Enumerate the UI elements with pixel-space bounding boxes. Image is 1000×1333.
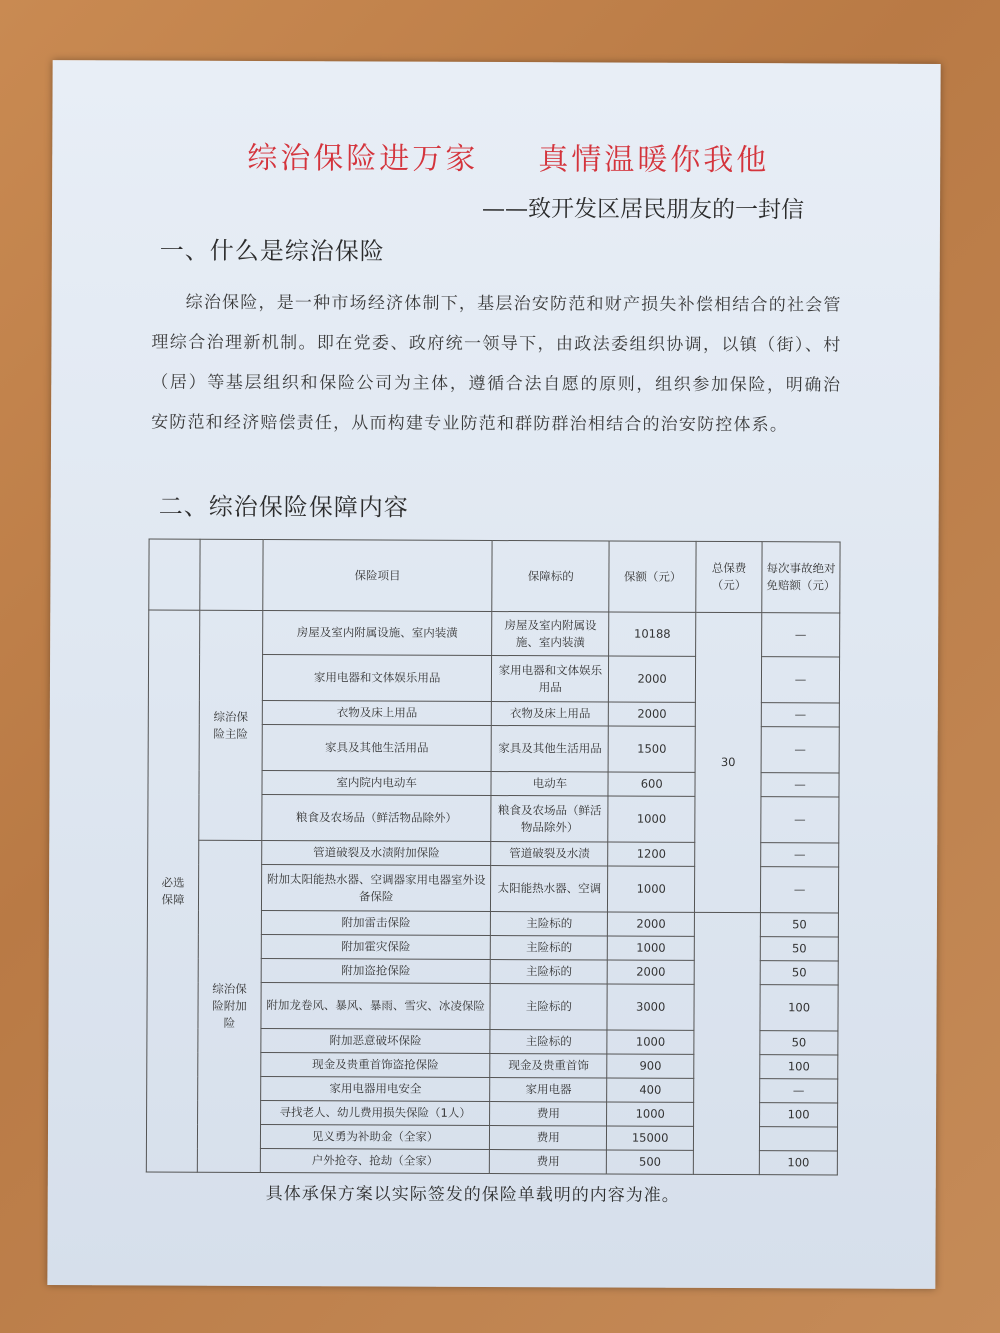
row-amount: 2000 <box>607 960 694 984</box>
row-target: 主险标的 <box>491 959 608 984</box>
row-amount: 400 <box>607 1078 694 1102</box>
row-amount: 1000 <box>608 866 695 912</box>
row-amount: 900 <box>607 1054 694 1078</box>
header-deductible: 每次事故绝对免赔额（元） <box>762 542 840 613</box>
row-amount: 2000 <box>608 912 695 936</box>
row-item: 现金及贵重首饰盗抢保险 <box>261 1052 491 1077</box>
letter-subtitle: ——致开发区居民朋友的一封信 <box>481 195 805 224</box>
title-part-2: 真情温暖你我他 <box>538 142 770 179</box>
row-amount: 10188 <box>609 612 696 656</box>
row-target: 费用 <box>490 1149 607 1174</box>
row-deductible: 100 <box>760 1055 838 1079</box>
row-item: 家用电器和文体娱乐用品 <box>262 654 492 701</box>
row-deductible: 100 <box>760 1103 838 1127</box>
row-deductible: — <box>761 867 839 913</box>
row-item: 附加恶意破坏保险 <box>261 1028 491 1053</box>
row-target: 家用电器 <box>490 1077 607 1102</box>
row-item: 室内院内电动车 <box>262 770 492 795</box>
row-deductible: 50 <box>760 913 838 937</box>
row-amount: 15000 <box>607 1126 694 1150</box>
row-deductible: 50 <box>760 961 838 985</box>
row-item: 户外抢夺、抢劫（全家） <box>260 1148 490 1173</box>
premium-blank-cell <box>693 912 760 1174</box>
table-row <box>149 610 840 657</box>
letter-title <box>247 133 807 179</box>
row-amount: 1000 <box>608 796 695 842</box>
row-amount: 500 <box>607 1150 694 1174</box>
row-amount: 1200 <box>608 842 695 866</box>
row-item: 家用电器用电安全 <box>261 1076 491 1101</box>
row-item: 附加霍灾保险 <box>261 934 491 959</box>
row-deductible: — <box>761 657 839 703</box>
row-amount: 1000 <box>607 1030 694 1054</box>
group-addon-cell: 综治保险附加险 <box>197 840 261 1172</box>
row-item: 附加龙卷风、暴风、暴雨、雪灾、冰凌保险 <box>261 982 491 1029</box>
row-target: 主险标的 <box>490 1029 607 1054</box>
row-target: 衣物及床上用品 <box>492 701 609 726</box>
row-item: 家具及其他生活用品 <box>262 724 492 771</box>
row-deductible: — <box>761 797 839 843</box>
row-item: 管道破裂及水渍附加保险 <box>262 840 492 865</box>
title-part-1: 综治保险进万家 <box>247 140 479 177</box>
row-target: 粮食及农场品（鲜活物品除外） <box>491 795 608 842</box>
row-amount: 2000 <box>608 702 695 726</box>
row-target: 管道破裂及水渍 <box>491 841 608 866</box>
section-1-heading: 一、什么是综治保险 <box>159 236 385 266</box>
coverage-table <box>146 538 841 1175</box>
row-item: 寻找老人、幼儿费用损失保险（1人） <box>260 1100 490 1125</box>
row-target: 主险标的 <box>491 935 608 960</box>
footer-note: 具体承保方案以实际签发的保险单载明的内容为准。 <box>265 1184 680 1206</box>
header-amount: 保额（元） <box>609 541 696 612</box>
row-item: 附加雷击保险 <box>261 910 491 935</box>
row-deductible: — <box>760 1079 838 1103</box>
row-deductible: — <box>761 727 839 773</box>
row-item: 附加盗抢保险 <box>261 958 491 983</box>
row-target: 费用 <box>490 1101 607 1126</box>
row-target: 电动车 <box>491 771 608 796</box>
row-amount: 3000 <box>607 984 694 1030</box>
row-item: 粮食及农场品（鲜活物品除外） <box>262 794 492 841</box>
row-deductible: — <box>761 703 839 727</box>
row-target: 家具及其他生活用品 <box>491 725 608 772</box>
row-deductible: 100 <box>759 1151 837 1175</box>
row-target: 房屋及室内附属设施、室内装潢 <box>492 611 609 656</box>
header-target: 保障标的 <box>492 540 609 612</box>
row-amount: 1500 <box>608 726 695 772</box>
row-target: 现金及贵重首饰 <box>490 1053 607 1078</box>
row-amount: 600 <box>608 772 695 796</box>
header-premium: 总保费（元） <box>696 541 762 612</box>
row-amount: 1000 <box>607 936 694 960</box>
category-cell: 必选保障 <box>146 610 199 1172</box>
group-main-cell: 综治保险主险 <box>199 610 263 840</box>
row-amount: 2000 <box>609 656 696 702</box>
row-deductible: 50 <box>760 937 838 961</box>
row-deductible: — <box>762 613 840 657</box>
row-amount: 1000 <box>607 1102 694 1126</box>
row-item: 见义勇为补助金（全家） <box>260 1124 490 1149</box>
row-target: 家用电器和文体娱乐用品 <box>492 655 609 702</box>
row-target: 主险标的 <box>491 911 608 936</box>
row-target: 费用 <box>490 1125 607 1150</box>
section-1-body: 综治保险，是一种市场经济体制下，基层治安防范和财产损失补偿相结合的社会管理综合治理新机制。即在党委、政府统一领导下，由政法委组织协调，以镇（街）、村（居）等基层组织和保险公司为主体，遵循合法自愿的原则，组织参加保险，明确治安防范和经济赔偿责任，从而构建专业防范和群防群治相结合的治安防控体系。 <box>151 292 842 436</box>
row-target: 太阳能热水器、空调 <box>491 865 608 912</box>
row-deductible <box>759 1127 837 1151</box>
row-deductible: 100 <box>760 985 838 1031</box>
row-item: 房屋及室内附属设施、室内装潢 <box>262 610 492 655</box>
letter-paper <box>47 60 940 1289</box>
row-deductible: — <box>761 773 839 797</box>
section-2-heading: 二、综治保险保障内容 <box>158 492 409 522</box>
table-header-row <box>149 539 840 613</box>
row-deductible: 50 <box>760 1031 838 1055</box>
row-target: 主险标的 <box>490 983 607 1030</box>
row-deductible: — <box>761 843 839 867</box>
total-premium-cell: 30 <box>695 612 762 912</box>
header-item: 保险项目 <box>263 539 493 611</box>
row-item: 衣物及床上用品 <box>262 700 492 725</box>
row-item: 附加太阳能热水器、空调器家用电器室外设备保险 <box>261 864 491 911</box>
